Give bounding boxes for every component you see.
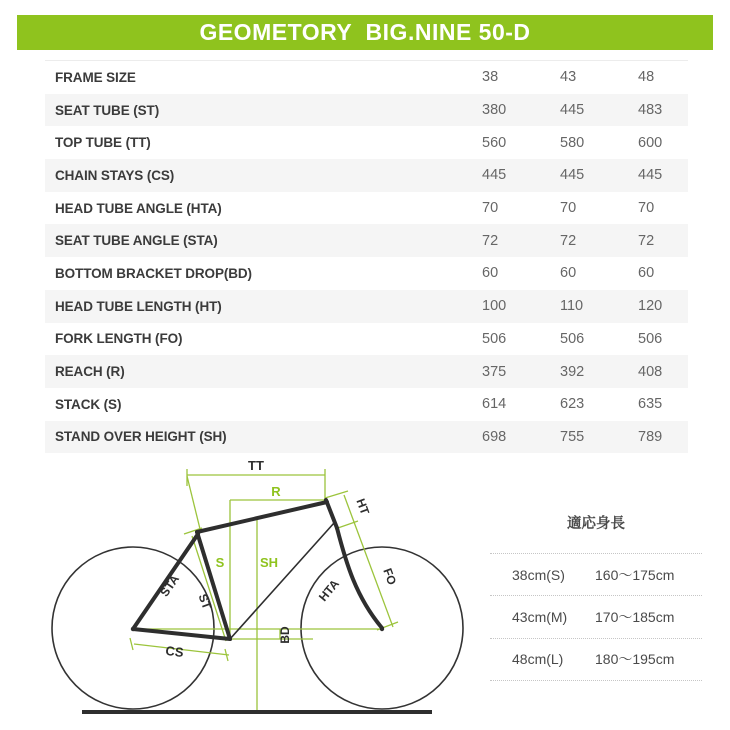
- diagram-label-cs: CS: [164, 642, 185, 661]
- row-value: 623: [560, 396, 585, 413]
- row-value: 100: [482, 298, 507, 315]
- row-label: TOP TUBE (TT): [55, 135, 151, 151]
- size-label: 38cm(S): [512, 566, 565, 583]
- row-value: 698: [482, 428, 507, 445]
- diagram-label-tt: TT: [248, 458, 264, 473]
- diagram-label-sh: SH: [259, 555, 279, 570]
- table-row: [45, 159, 688, 192]
- row-label: HEAD TUBE LENGTH (HT): [55, 298, 222, 314]
- size-row: [490, 554, 702, 596]
- page-title: GEOMETORY BIG.NINE 50-D: [17, 15, 713, 50]
- table-row: [45, 257, 688, 290]
- table-row: [45, 355, 688, 388]
- size-row: [490, 639, 702, 681]
- row-label: FORK LENGTH (FO): [55, 331, 183, 347]
- table-row: [45, 94, 688, 127]
- row-value: 70: [482, 200, 499, 217]
- row-value: 408: [638, 363, 663, 380]
- geometry-table: [45, 60, 688, 453]
- rear-hub: [131, 627, 135, 631]
- row-value: 43: [560, 69, 577, 86]
- row-value: 392: [560, 363, 585, 380]
- row-label: SEAT TUBE ANGLE (STA): [55, 233, 218, 249]
- height-range: 160〜175cm: [595, 566, 675, 583]
- diagram-label-r: R: [271, 484, 281, 499]
- row-value: 789: [638, 428, 663, 445]
- row-value: 60: [638, 265, 655, 282]
- table-row: [45, 61, 688, 94]
- row-value: 483: [638, 102, 663, 119]
- table-row: [45, 323, 688, 356]
- rider-height-title: 適応身長: [567, 516, 625, 532]
- row-value: 60: [560, 265, 577, 282]
- row-label: CHAIN STAYS (CS): [55, 167, 175, 183]
- diagram-label-sta: STA: [157, 572, 183, 600]
- row-label: SEAT TUBE (ST): [55, 102, 160, 118]
- row-value: 445: [560, 102, 585, 119]
- row-label: REACH (R): [55, 364, 125, 380]
- size-row: [490, 596, 702, 638]
- diagram-label-s: S: [215, 555, 225, 570]
- row-value: 60: [482, 265, 499, 282]
- row-value: 755: [560, 428, 585, 445]
- height-range: 170〜185cm: [595, 608, 675, 625]
- height-range: 180〜195cm: [595, 651, 675, 668]
- row-value: 506: [482, 330, 507, 347]
- row-value: 38: [482, 69, 499, 86]
- table-row: [45, 192, 688, 225]
- table-row: [45, 126, 688, 159]
- row-value: 506: [638, 330, 663, 347]
- row-label: STACK (S): [55, 396, 122, 412]
- row-value: 72: [638, 232, 655, 249]
- row-value: 580: [560, 134, 585, 151]
- row-value: 110: [560, 298, 584, 315]
- row-label: BOTTOM BRACKET DROP(BD): [55, 265, 252, 281]
- size-label: 43cm(M): [512, 608, 568, 625]
- bike-geometry-diagram: [30, 455, 480, 730]
- row-value: 70: [560, 200, 577, 217]
- row-value: 72: [560, 232, 577, 249]
- diagram-label-bd: BD: [278, 626, 292, 644]
- diagram-label-ht: HT: [353, 496, 373, 517]
- row-value: 560: [482, 134, 507, 151]
- front-hub: [380, 627, 384, 631]
- row-label: STAND OVER HEIGHT (SH): [55, 429, 227, 445]
- row-label: HEAD TUBE ANGLE (HTA): [55, 200, 222, 216]
- rider-height-table: [490, 553, 702, 681]
- rider-height-panel: [490, 512, 702, 681]
- table-row: [45, 224, 688, 257]
- row-value: 120: [638, 298, 663, 315]
- row-value: 600: [638, 134, 663, 151]
- table-row: [45, 421, 688, 454]
- size-label: 48cm(L): [512, 651, 564, 668]
- down-tube: [230, 523, 334, 639]
- row-value: 635: [638, 396, 663, 413]
- row-value: 614: [482, 396, 507, 413]
- row-value: 506: [560, 330, 585, 347]
- row-value: 445: [560, 167, 585, 184]
- diagram-label-fo: FO: [380, 566, 400, 587]
- table-row: [45, 388, 688, 421]
- row-label: FRAME SIZE: [55, 69, 136, 85]
- row-value: 380: [482, 102, 507, 119]
- row-value: 445: [482, 167, 507, 184]
- row-value: 70: [638, 200, 655, 217]
- table-row: [45, 290, 688, 323]
- row-value: 48: [638, 69, 655, 86]
- row-value: 445: [638, 167, 663, 184]
- row-value: 375: [482, 363, 507, 380]
- row-value: 72: [482, 232, 499, 249]
- diagram-label-st: ST: [195, 592, 214, 612]
- diagram-label-hta: HTA: [315, 576, 342, 605]
